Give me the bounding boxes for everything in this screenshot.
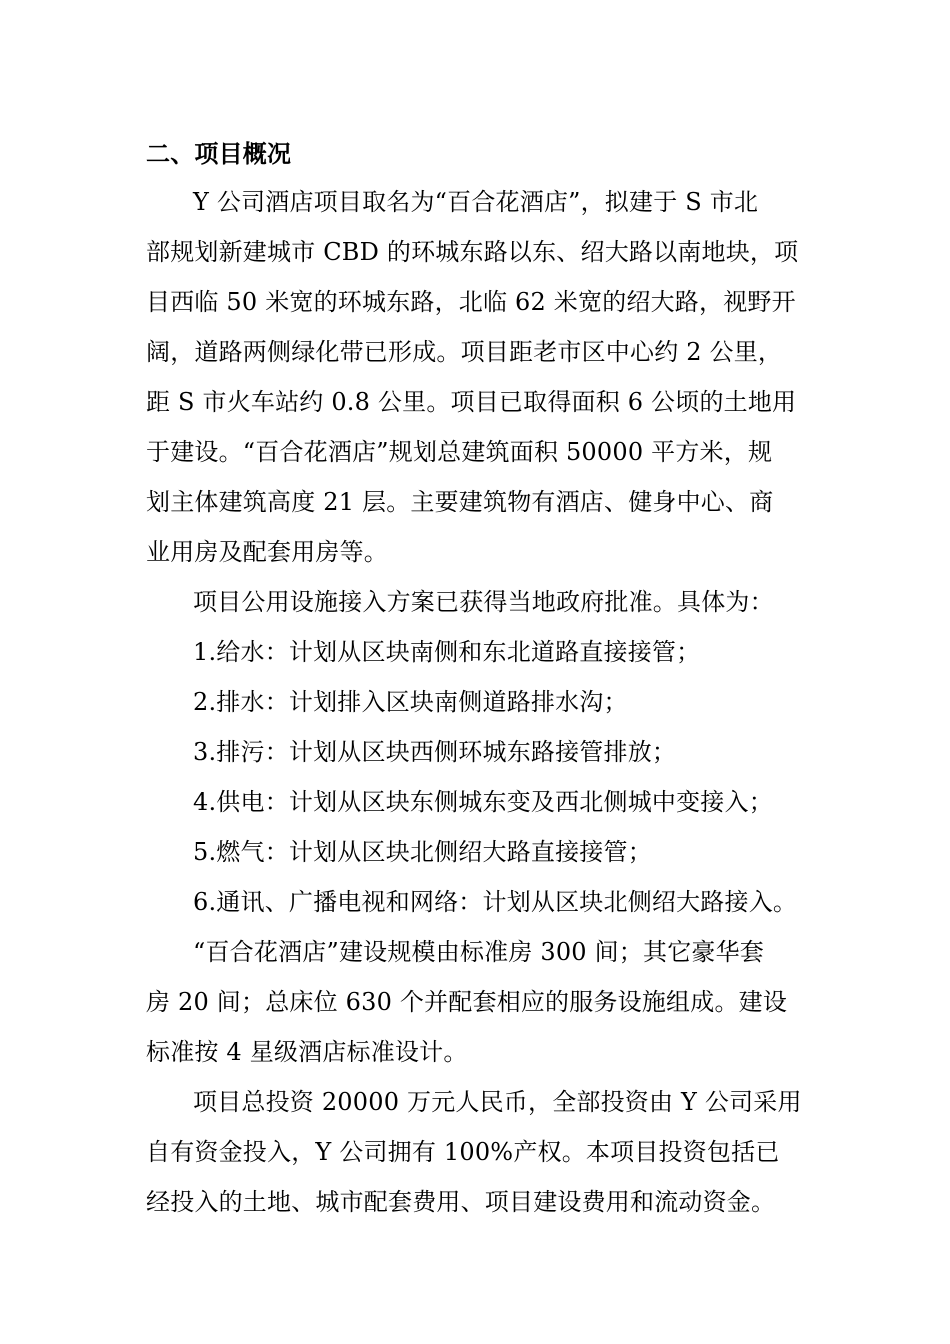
paragraph-line: 划主体建筑高度 21 层。主要建筑物有酒店、健身中心、商 (146, 488, 774, 516)
paragraph-line: 业用房及配套用房等。 (146, 538, 388, 566)
paragraph-line: 项目公用设施接入方案已获得当地政府批准。具体为： (193, 588, 774, 616)
utility-item: 1.给水：计划从区块南侧和东北道路直接接管； (193, 638, 701, 666)
utility-item: 2.排水：计划排入区块南侧道路排水沟； (193, 688, 628, 716)
paragraph-line: 房 20 间；总床位 630 个并配套相应的服务设施组成。建设 (146, 988, 788, 1016)
utility-item: 3.排污：计划从区块西侧环城东路接管排放； (193, 738, 677, 766)
paragraph-line: 标准按 4 星级酒店标准设计。 (146, 1038, 468, 1066)
utility-item: 6.通讯、广播电视和网络：计划从区块北侧绍大路接入。 (193, 888, 798, 916)
paragraph-line: 经投入的土地、城市配套费用、项目建设费用和流动资金。 (146, 1188, 776, 1216)
paragraph-line: 于建设。“百合花酒店”规划总建筑面积 50000 平方米，规 (146, 438, 773, 466)
utility-item: 4.供电：计划从区块东侧城东变及西北侧城中变接入； (193, 788, 773, 816)
utility-item: 5.燃气：计划从区块北侧绍大路直接接管； (193, 838, 652, 866)
paragraph-line: 阔，道路两侧绿化带已形成。项目距老市区中心约 2 公里， (146, 338, 783, 366)
section-heading: 二、项目概况 (146, 139, 292, 168)
paragraph-line: “百合花酒店”建设规模由标准房 300 间；其它豪华套 (193, 938, 765, 966)
paragraph-line: Y 公司酒店项目取名为“百合花酒店”，拟建于 S 市北 (193, 188, 759, 216)
paragraph-line: 自有资金投入，Y 公司拥有 100%产权。本项目投资包括已 (146, 1138, 780, 1166)
paragraph-line: 项目总投资 20000 万元人民币，全部投资由 Y 公司采用 (193, 1088, 802, 1116)
paragraph-line: 距 S 市火车站约 0.8 公里。项目已取得面积 6 公顷的土地用 (146, 388, 797, 416)
paragraph-line: 部规划新建城市 CBD 的环城东路以东、绍大路以南地块，项 (146, 238, 799, 266)
paragraph-line: 目西临 50 米宽的环城东路，北临 62 米宽的绍大路，视野开 (146, 288, 796, 316)
